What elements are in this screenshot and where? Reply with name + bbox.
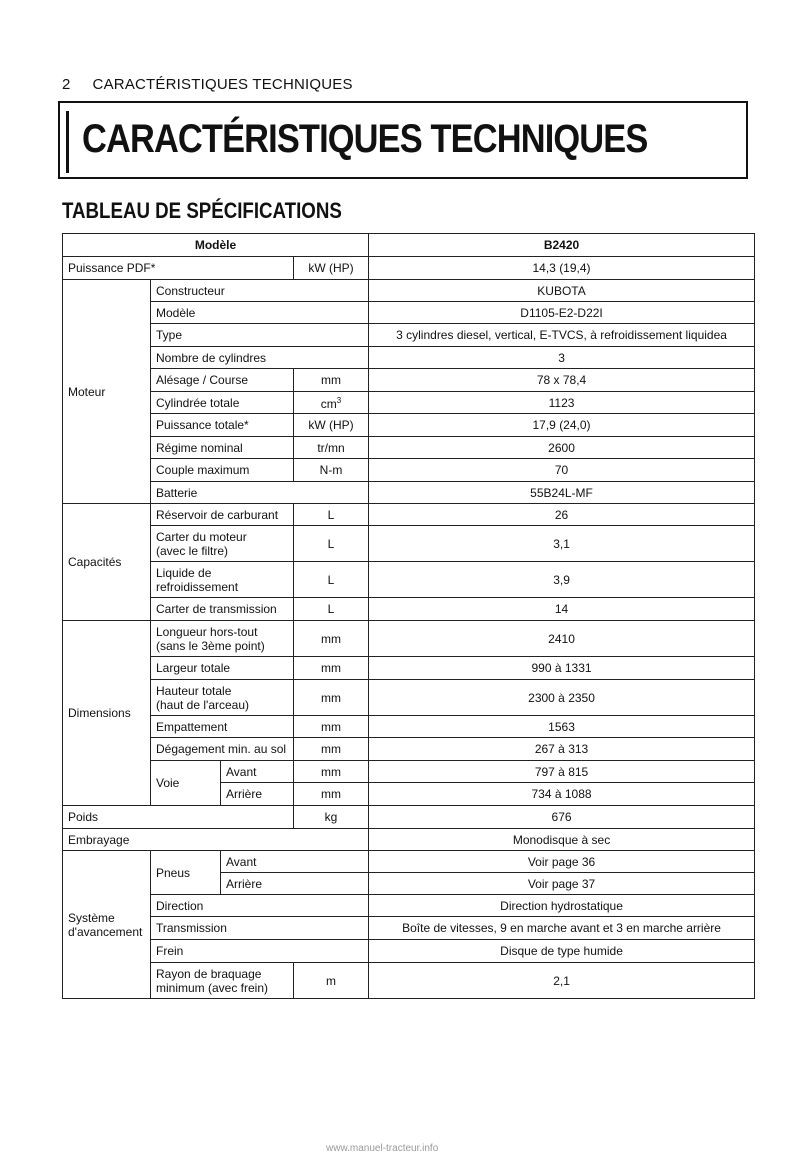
table-row xyxy=(63,761,755,783)
table-row xyxy=(63,414,755,437)
page-number: 2 xyxy=(62,76,71,93)
row-label: Nombre de cylindres xyxy=(151,347,369,369)
row-label xyxy=(151,526,294,562)
row-value: 734 à 1088 xyxy=(369,783,755,806)
table-row xyxy=(63,562,755,598)
row-value: 3,1 xyxy=(369,526,755,562)
row-unit: kW (HP) xyxy=(294,257,369,280)
row-label-line2: refroidissement xyxy=(156,579,239,594)
row-value: 26 xyxy=(369,504,755,526)
row-value: 55B24L-MF xyxy=(369,482,755,504)
table-row xyxy=(63,829,755,851)
row-value: Disque de type humide xyxy=(369,940,755,963)
row-value: 2410 xyxy=(369,621,755,657)
row-unit: mm xyxy=(294,621,369,657)
row-value: 267 à 313 xyxy=(369,738,755,761)
table-row xyxy=(63,716,755,738)
title-accent-bar xyxy=(66,111,69,173)
table-row xyxy=(63,806,755,829)
row-label-line2: (avec le filtre) xyxy=(156,543,229,558)
row-unit: mm xyxy=(294,657,369,680)
row-label: Arrière xyxy=(221,783,294,806)
watermark: www.manuel-tracteur.info xyxy=(326,1143,439,1154)
row-unit: L xyxy=(294,562,369,598)
row-value: Direction hydrostatique xyxy=(369,895,755,917)
row-value: 797 à 815 xyxy=(369,761,755,783)
row-value: 70 xyxy=(369,459,755,482)
page-title: CARACTÉRISTIQUES TECHNIQUES xyxy=(82,117,648,161)
row-unit: mm xyxy=(294,783,369,806)
row-label: Frein xyxy=(151,940,369,963)
table-row xyxy=(63,680,755,716)
table-row xyxy=(63,504,755,526)
row-unit: tr/mn xyxy=(294,437,369,459)
row-label: Constructeur xyxy=(151,280,369,302)
row-label: Réservoir de carburant xyxy=(151,504,294,526)
section-title: TABLEAU DE SPÉCIFICATIONS xyxy=(62,198,342,223)
row-label: Empattement xyxy=(151,716,294,738)
row-label: Puissance PDF* xyxy=(63,257,294,280)
row-unit: mm xyxy=(294,761,369,783)
row-value: 2300 à 2350 xyxy=(369,680,755,716)
table-header-row xyxy=(63,234,755,257)
row-value: 3 xyxy=(369,347,755,369)
row-value: 17,9 (24,0) xyxy=(369,414,755,437)
row-label-line1: Longueur hors-tout xyxy=(156,624,258,639)
table-row xyxy=(63,437,755,459)
row-unit: m xyxy=(294,963,369,999)
row-label: Puissance totale* xyxy=(151,414,294,437)
title-box xyxy=(58,101,748,179)
group-label-capacites: Capacités xyxy=(63,504,151,621)
row-label: Embrayage xyxy=(63,829,369,851)
row-value: Voir page 36 xyxy=(369,851,755,873)
row-value: Voir page 37 xyxy=(369,873,755,895)
row-label: Poids xyxy=(63,806,294,829)
row-label: Régime nominal xyxy=(151,437,294,459)
row-unit xyxy=(294,392,369,414)
row-label-line1: Liquide de xyxy=(156,565,212,580)
row-label-line1: Hauteur totale xyxy=(156,683,232,698)
row-label xyxy=(151,680,294,716)
model-header-label: Modèle xyxy=(63,234,369,257)
row-label: Carter de transmission xyxy=(151,598,294,621)
table-row xyxy=(63,482,755,504)
table-row xyxy=(63,738,755,761)
running-header xyxy=(62,76,353,93)
row-value: 78 x 78,4 xyxy=(369,369,755,392)
unit-text: cm xyxy=(320,397,337,411)
table-row xyxy=(63,280,755,302)
voie-label: Voie xyxy=(151,761,221,806)
row-label xyxy=(151,963,294,999)
row-value: 676 xyxy=(369,806,755,829)
group-label-moteur: Moteur xyxy=(63,280,151,504)
unit-superscript: 3 xyxy=(336,396,342,405)
row-label: Batterie xyxy=(151,482,369,504)
row-label-line1: Carter du moteur xyxy=(156,529,247,544)
table-row xyxy=(63,895,755,917)
group-label-dimensions: Dimensions xyxy=(63,621,151,806)
row-unit: kW (HP) xyxy=(294,414,369,437)
row-unit: N-m xyxy=(294,459,369,482)
row-value: 2,1 xyxy=(369,963,755,999)
table-row xyxy=(63,940,755,963)
table-row xyxy=(63,598,755,621)
table-row xyxy=(63,257,755,280)
row-label-line2: (haut de l'arceau) xyxy=(156,697,250,712)
row-value: D1105-E2-D22I xyxy=(369,302,755,324)
group-label-line2: d'avancement xyxy=(68,924,143,939)
row-value: KUBOTA xyxy=(369,280,755,302)
table-row xyxy=(63,392,755,414)
row-unit: mm xyxy=(294,680,369,716)
running-header-text: CARACTÉRISTIQUES TECHNIQUES xyxy=(92,76,353,93)
spec-table xyxy=(62,233,755,999)
row-value: Monodisque à sec xyxy=(369,829,755,851)
row-label: Avant xyxy=(221,761,294,783)
row-value: 14 xyxy=(369,598,755,621)
table-row xyxy=(63,459,755,482)
table-row xyxy=(63,324,755,347)
row-value: Boîte de vitesses, 9 en marche avant et 3 en marche arrière xyxy=(369,917,755,940)
row-value: 1563 xyxy=(369,716,755,738)
table-row xyxy=(63,851,755,873)
table-row xyxy=(63,302,755,324)
row-label-line1: Rayon de braquage xyxy=(156,966,262,981)
row-value: 14,3 (19,4) xyxy=(369,257,755,280)
row-value: 2600 xyxy=(369,437,755,459)
row-label: Arrière xyxy=(221,873,369,895)
row-unit: L xyxy=(294,504,369,526)
table-row xyxy=(63,657,755,680)
table-row xyxy=(63,917,755,940)
row-unit: mm xyxy=(294,369,369,392)
row-label: Dégagement min. au sol xyxy=(151,738,294,761)
table-row xyxy=(63,621,755,657)
row-unit: mm xyxy=(294,716,369,738)
row-label xyxy=(151,562,294,598)
row-value: 3,9 xyxy=(369,562,755,598)
row-value: 1123 xyxy=(369,392,755,414)
row-label: Largeur totale xyxy=(151,657,294,680)
group-label-systeme xyxy=(63,851,151,999)
row-value: 3 cylindres diesel, vertical, E-TVCS, à refroidissement liquidea xyxy=(369,324,755,347)
row-unit: kg xyxy=(294,806,369,829)
row-label: Couple maximum xyxy=(151,459,294,482)
pneus-label: Pneus xyxy=(151,851,221,895)
row-unit: L xyxy=(294,526,369,562)
table-row xyxy=(63,369,755,392)
row-label-line2: minimum (avec frein) xyxy=(156,980,269,995)
row-label: Direction xyxy=(151,895,369,917)
row-unit: mm xyxy=(294,738,369,761)
row-unit: L xyxy=(294,598,369,621)
model-header-value: B2420 xyxy=(369,234,755,257)
group-label-line1: Système xyxy=(68,910,115,925)
row-label xyxy=(151,621,294,657)
row-label: Avant xyxy=(221,851,369,873)
table-row xyxy=(63,347,755,369)
table-row xyxy=(63,963,755,999)
row-label: Type xyxy=(151,324,369,347)
row-label: Cylindrée totale xyxy=(151,392,294,414)
table-row xyxy=(63,526,755,562)
row-label-line2: (sans le 3ème point) xyxy=(156,638,265,653)
row-value: 990 à 1331 xyxy=(369,657,755,680)
row-label: Modèle xyxy=(151,302,369,324)
row-label: Alésage / Course xyxy=(151,369,294,392)
row-label: Transmission xyxy=(151,917,369,940)
